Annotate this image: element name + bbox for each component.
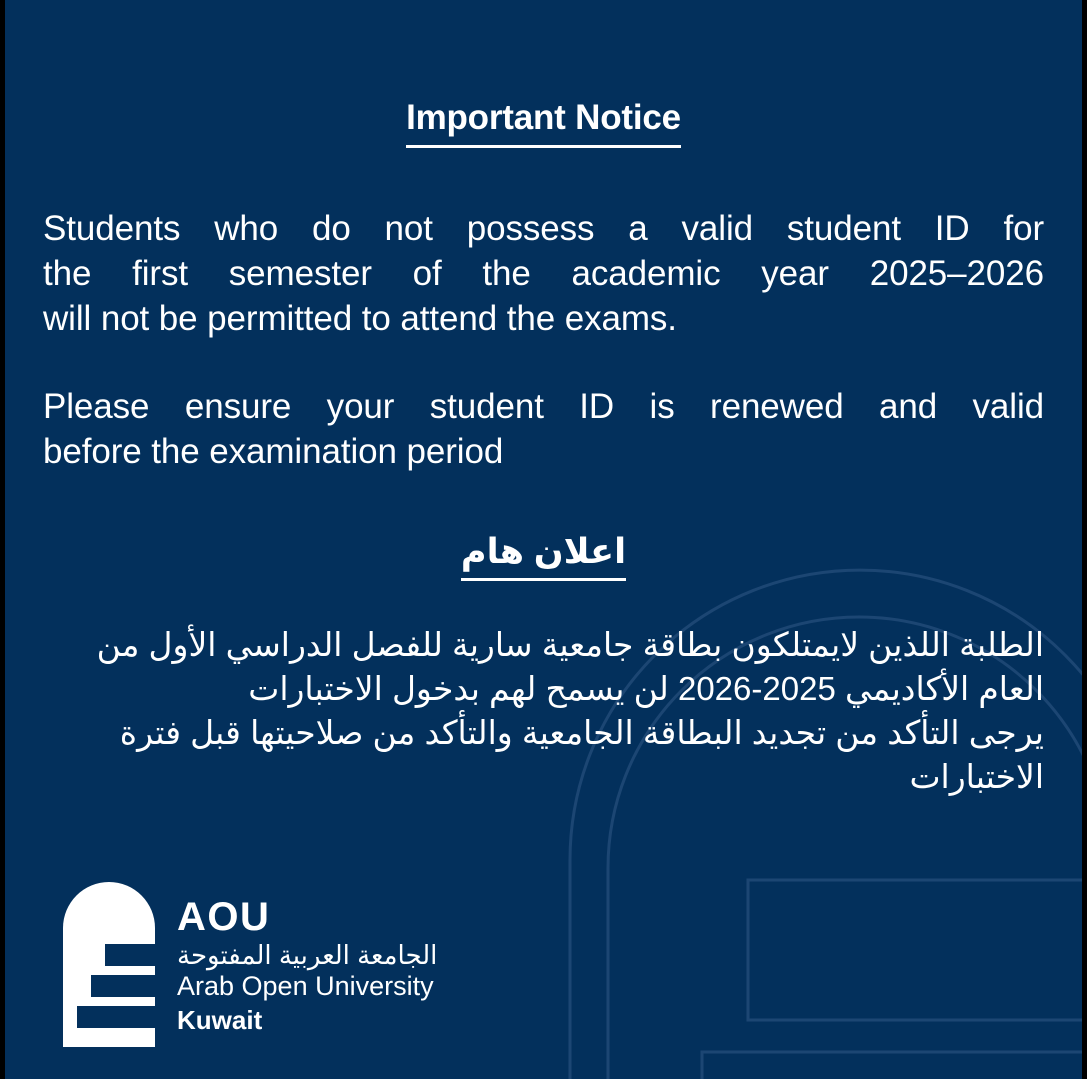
english-paragraph-1-line-1: Students who do not possess a valid student ID for	[43, 209, 1044, 248]
english-paragraph-1	[43, 148, 1044, 341]
english-paragraph-1-line-2: the first semester of the academic year 2025–2026	[43, 254, 1044, 293]
aou-arch-mark-icon	[63, 882, 155, 1047]
english-paragraph-2-line-1: Please ensure your student ID is renewed and valid	[43, 387, 1044, 426]
english-title-text: Important Notice	[406, 98, 681, 148]
english-paragraph-1-line-3: will not be permitted to attend the exams.	[43, 299, 677, 338]
aou-logo	[63, 882, 437, 1047]
arabic-paragraph-2: يرجى التأكد من تجديد البطاقة الجامعية والتأكد من صلاحيتها قبل فترة الاختبارات	[119, 714, 1044, 795]
english-paragraph-2-line-2: before the examination period	[43, 432, 504, 471]
english-title	[43, 0, 1044, 148]
arabic-paragraph-1: الطلبة اللذين لايمتلكون بطاقة جامعية سارية للفصل الدراسي الأول من العام الأكاديمي 2025-2026 لن يسمح لهم بدخول الاختبارات	[96, 626, 1044, 707]
logo-name-english: Arab Open University	[177, 970, 434, 1001]
arabic-title	[43, 474, 1044, 581]
arabic-title-text: اعلان هام	[461, 532, 626, 581]
logo-branch: Kuwait	[177, 1004, 263, 1035]
english-paragraph-2	[43, 341, 1044, 474]
aou-logo-text	[177, 894, 438, 1035]
logo-name-arabic: الجامعة العربية المفتوحة	[177, 939, 438, 970]
logo-acronym: AOU	[177, 894, 271, 939]
